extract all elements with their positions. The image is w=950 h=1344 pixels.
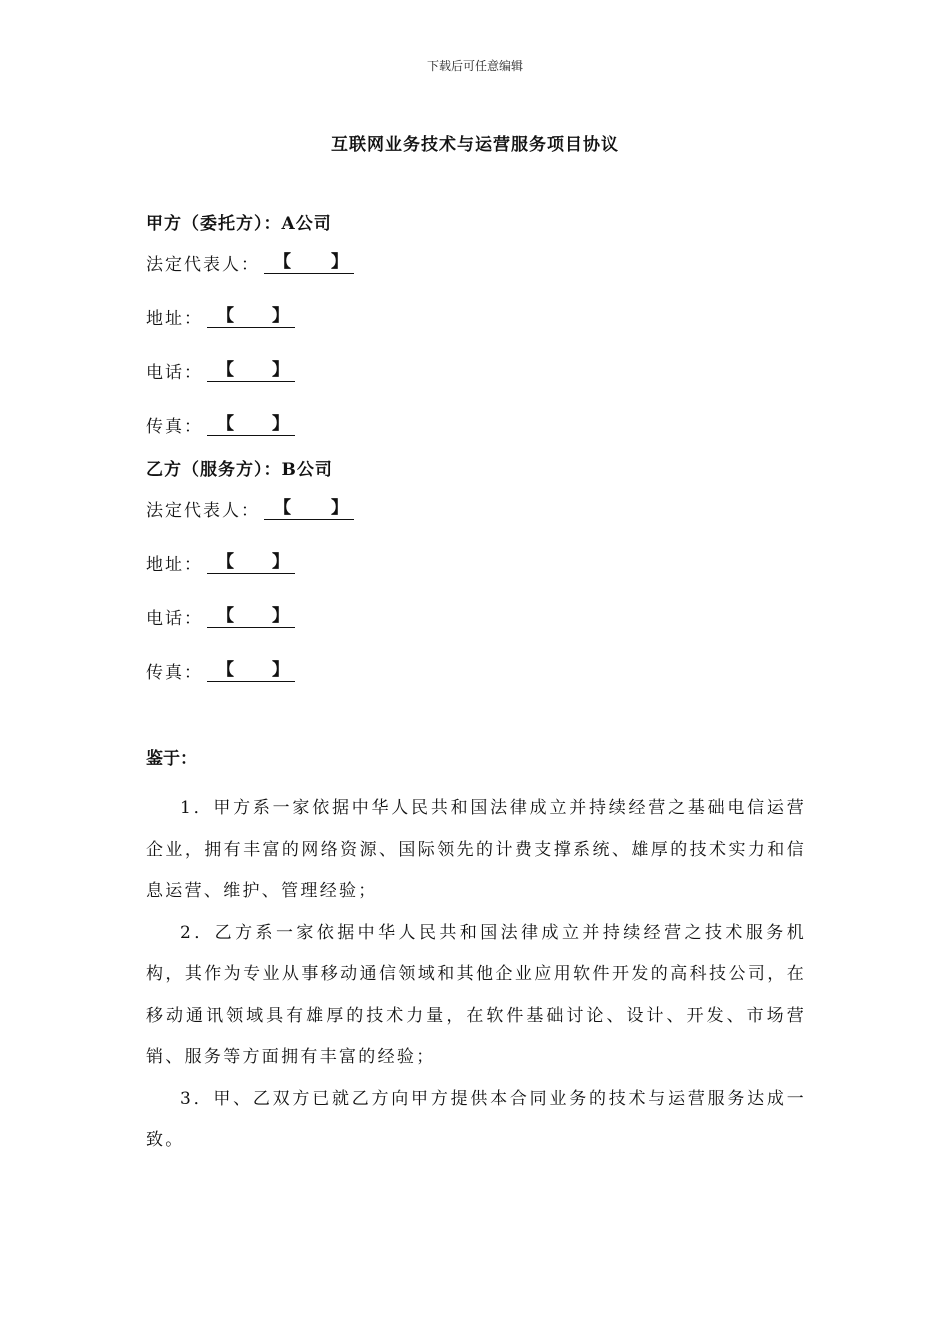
recitals-heading: 鉴于：: [146, 749, 197, 769]
party-a-fax-field: [146, 413, 354, 454]
bracket-close: 】: [272, 606, 291, 626]
party-b-legal-rep-field: [146, 497, 354, 538]
party-a-legal-rep-blank[interactable]: [264, 251, 354, 274]
bracket-open: 【: [274, 498, 293, 518]
field-label: 地址：: [146, 309, 203, 329]
field-label: 法定代表人：: [146, 501, 260, 521]
field-label: 传真：: [146, 663, 203, 683]
party-b-phone-field: [146, 605, 354, 646]
field-label: 法定代表人：: [146, 255, 260, 275]
recitals-list: [146, 788, 806, 1162]
bracket-close: 】: [331, 252, 350, 272]
party-a-fax-blank[interactable]: [207, 413, 295, 436]
bracket-open: 【: [217, 606, 236, 626]
party-a-heading: 甲方（委托方）：A公司: [146, 214, 332, 234]
bracket-close: 】: [331, 498, 350, 518]
field-label: 电话：: [146, 609, 203, 629]
party-a-phone-blank[interactable]: [207, 359, 295, 382]
bracket-open: 【: [217, 552, 236, 572]
bracket-close: 】: [272, 360, 291, 380]
party-b-fax-field: [146, 659, 354, 700]
party-a-phone-field: [146, 359, 354, 400]
party-a-address-field: [146, 305, 354, 346]
bracket-open: 【: [217, 660, 236, 680]
party-b-legal-rep-blank[interactable]: [264, 497, 354, 520]
party-b-section: [146, 456, 354, 700]
recital-item: 3．甲、乙双方已就乙方向甲方提供本合同业务的技术与运营服务达成一致。: [146, 1088, 806, 1150]
recitals-section: [146, 745, 806, 1162]
bracket-close: 】: [272, 660, 291, 680]
recital-item: 1．甲方系一家依据中华人民共和国法律成立并持续经营之基础电信运营企业，拥有丰富的网络资源、国际领先的计费支撑系统、雄厚的技术实力和信息运营、维护、管理经验；: [146, 798, 806, 901]
bracket-open: 【: [217, 414, 236, 434]
field-label: 传真：: [146, 417, 203, 437]
bracket-close: 】: [272, 306, 291, 326]
field-label: 电话：: [146, 363, 203, 383]
header-note: 下载后可任意编辑: [426, 59, 523, 73]
party-b-address-field: [146, 551, 354, 592]
field-label: 地址：: [146, 555, 203, 575]
party-b-heading: 乙方（服务方）：B公司: [146, 460, 333, 480]
document-title: 互联网业务技术与运营服务项目协议: [331, 135, 619, 155]
party-a-legal-rep-field: [146, 251, 354, 292]
party-b-fax-blank[interactable]: [207, 659, 295, 682]
bracket-close: 】: [272, 552, 291, 572]
bracket-open: 【: [274, 252, 293, 272]
party-b-address-blank[interactable]: [207, 551, 295, 574]
bracket-close: 】: [272, 414, 291, 434]
recital-item: 2．乙方系一家依据中华人民共和国法律成立并持续经营之技术服务机构，其作为专业从事移动通信领域和其他企业应用软件开发的高科技公司，在移动通讯领域具有雄厚的技术力量，在软件基础讨论、设计、开发、市场营销、服务等方面拥有丰富的经验；: [146, 922, 806, 1067]
party-a-section: [146, 210, 354, 454]
bracket-open: 【: [217, 360, 236, 380]
party-b-phone-blank[interactable]: [207, 605, 295, 628]
bracket-open: 【: [217, 306, 236, 326]
party-a-address-blank[interactable]: [207, 305, 295, 328]
